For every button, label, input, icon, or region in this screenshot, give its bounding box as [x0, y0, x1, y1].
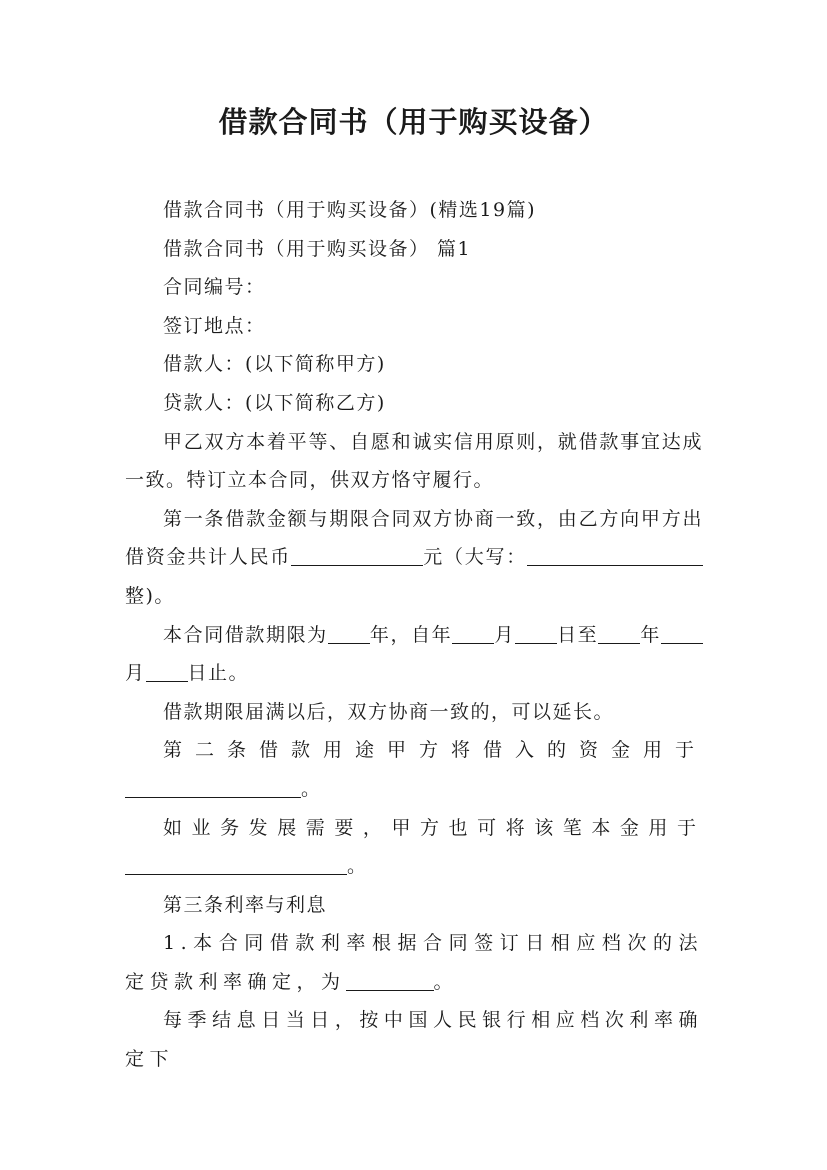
term-years-blank	[328, 624, 370, 644]
alternative-use-text-a: 如业务发展需要，甲方也可将该笔本金用于	[163, 816, 703, 839]
end-year-blank	[598, 624, 640, 644]
loan-term-text-f: 月	[125, 662, 146, 685]
paragraph-lender: 贷款人：(以下简称乙方)	[163, 391, 386, 414]
interest-rate-text-a: 1.本合同借款利率根据合同签订日相应档次的法定贷款利率确定，为	[125, 932, 703, 993]
document-title: 借款合同书（用于购买设备）	[218, 105, 609, 139]
article-1-text-a: 第一条借款金额与期限合同双方协商一致，由乙方向甲方出借资金共计人民币	[125, 507, 703, 569]
loan-purpose-blank	[125, 778, 301, 798]
paragraph-contract-number: 合同编号：	[163, 276, 266, 299]
loan-term-text-e: 年	[640, 623, 661, 646]
paragraph-borrower: 借款人：(以下简称甲方)	[163, 353, 386, 376]
alternative-use-text-b: 。	[347, 855, 374, 878]
alternative-use-blank	[125, 855, 347, 875]
paragraph-preamble: 甲乙双方本着平等、自愿和诚实信用原则，就借款事宜达成一致。特订立本合同，供双方恪守履行。	[125, 430, 703, 492]
end-day-blank	[146, 662, 188, 682]
paragraph-alternative-use	[125, 809, 703, 886]
loan-term-text-d: 日至	[556, 623, 599, 646]
paragraph-quarterly-settlement: 每季结息日当日，按中国人民银行相应档次利率确定下	[125, 1009, 703, 1071]
amount-in-words-blank	[527, 546, 703, 566]
end-month-blank	[661, 624, 703, 644]
interest-rate-blank	[346, 971, 434, 991]
amount-blank	[291, 546, 423, 566]
loan-term-text-g: 日止。	[187, 662, 250, 685]
article-2-text-a: 第二条借款用途甲方将借入的资金用于	[163, 739, 703, 762]
loan-term-text-c: 月	[494, 623, 515, 646]
article-1-text-b: 元（大写：	[422, 546, 527, 569]
paragraph-series-title: 借款合同书（用于购买设备）(精选19篇)	[163, 199, 537, 221]
interest-rate-text-b: 。	[433, 970, 459, 993]
paragraph-article-2	[125, 731, 703, 808]
paragraph-loan-term	[125, 616, 703, 693]
paragraph-interest-rate	[125, 924, 703, 1001]
paragraph-article-1	[125, 500, 703, 616]
loan-term-text-b: 年，自年	[369, 623, 453, 646]
document-body	[125, 191, 703, 1079]
loan-term-text-a: 本合同借款期限为	[163, 623, 328, 646]
paragraph-article-3-heading: 第三条利率与利息	[163, 893, 328, 916]
paragraph-extension: 借款期限届满以后，双方协商一致的，可以延长。	[163, 700, 615, 723]
start-day-blank	[515, 624, 557, 644]
paragraph-signing-place: 签订地点：	[163, 314, 266, 337]
paragraph-article-heading: 借款合同书（用于购买设备） 篇1	[163, 237, 472, 260]
start-month-blank	[452, 624, 494, 644]
article-1-text-c: 整)。	[125, 584, 175, 607]
article-2-text-b: 。	[301, 777, 330, 800]
